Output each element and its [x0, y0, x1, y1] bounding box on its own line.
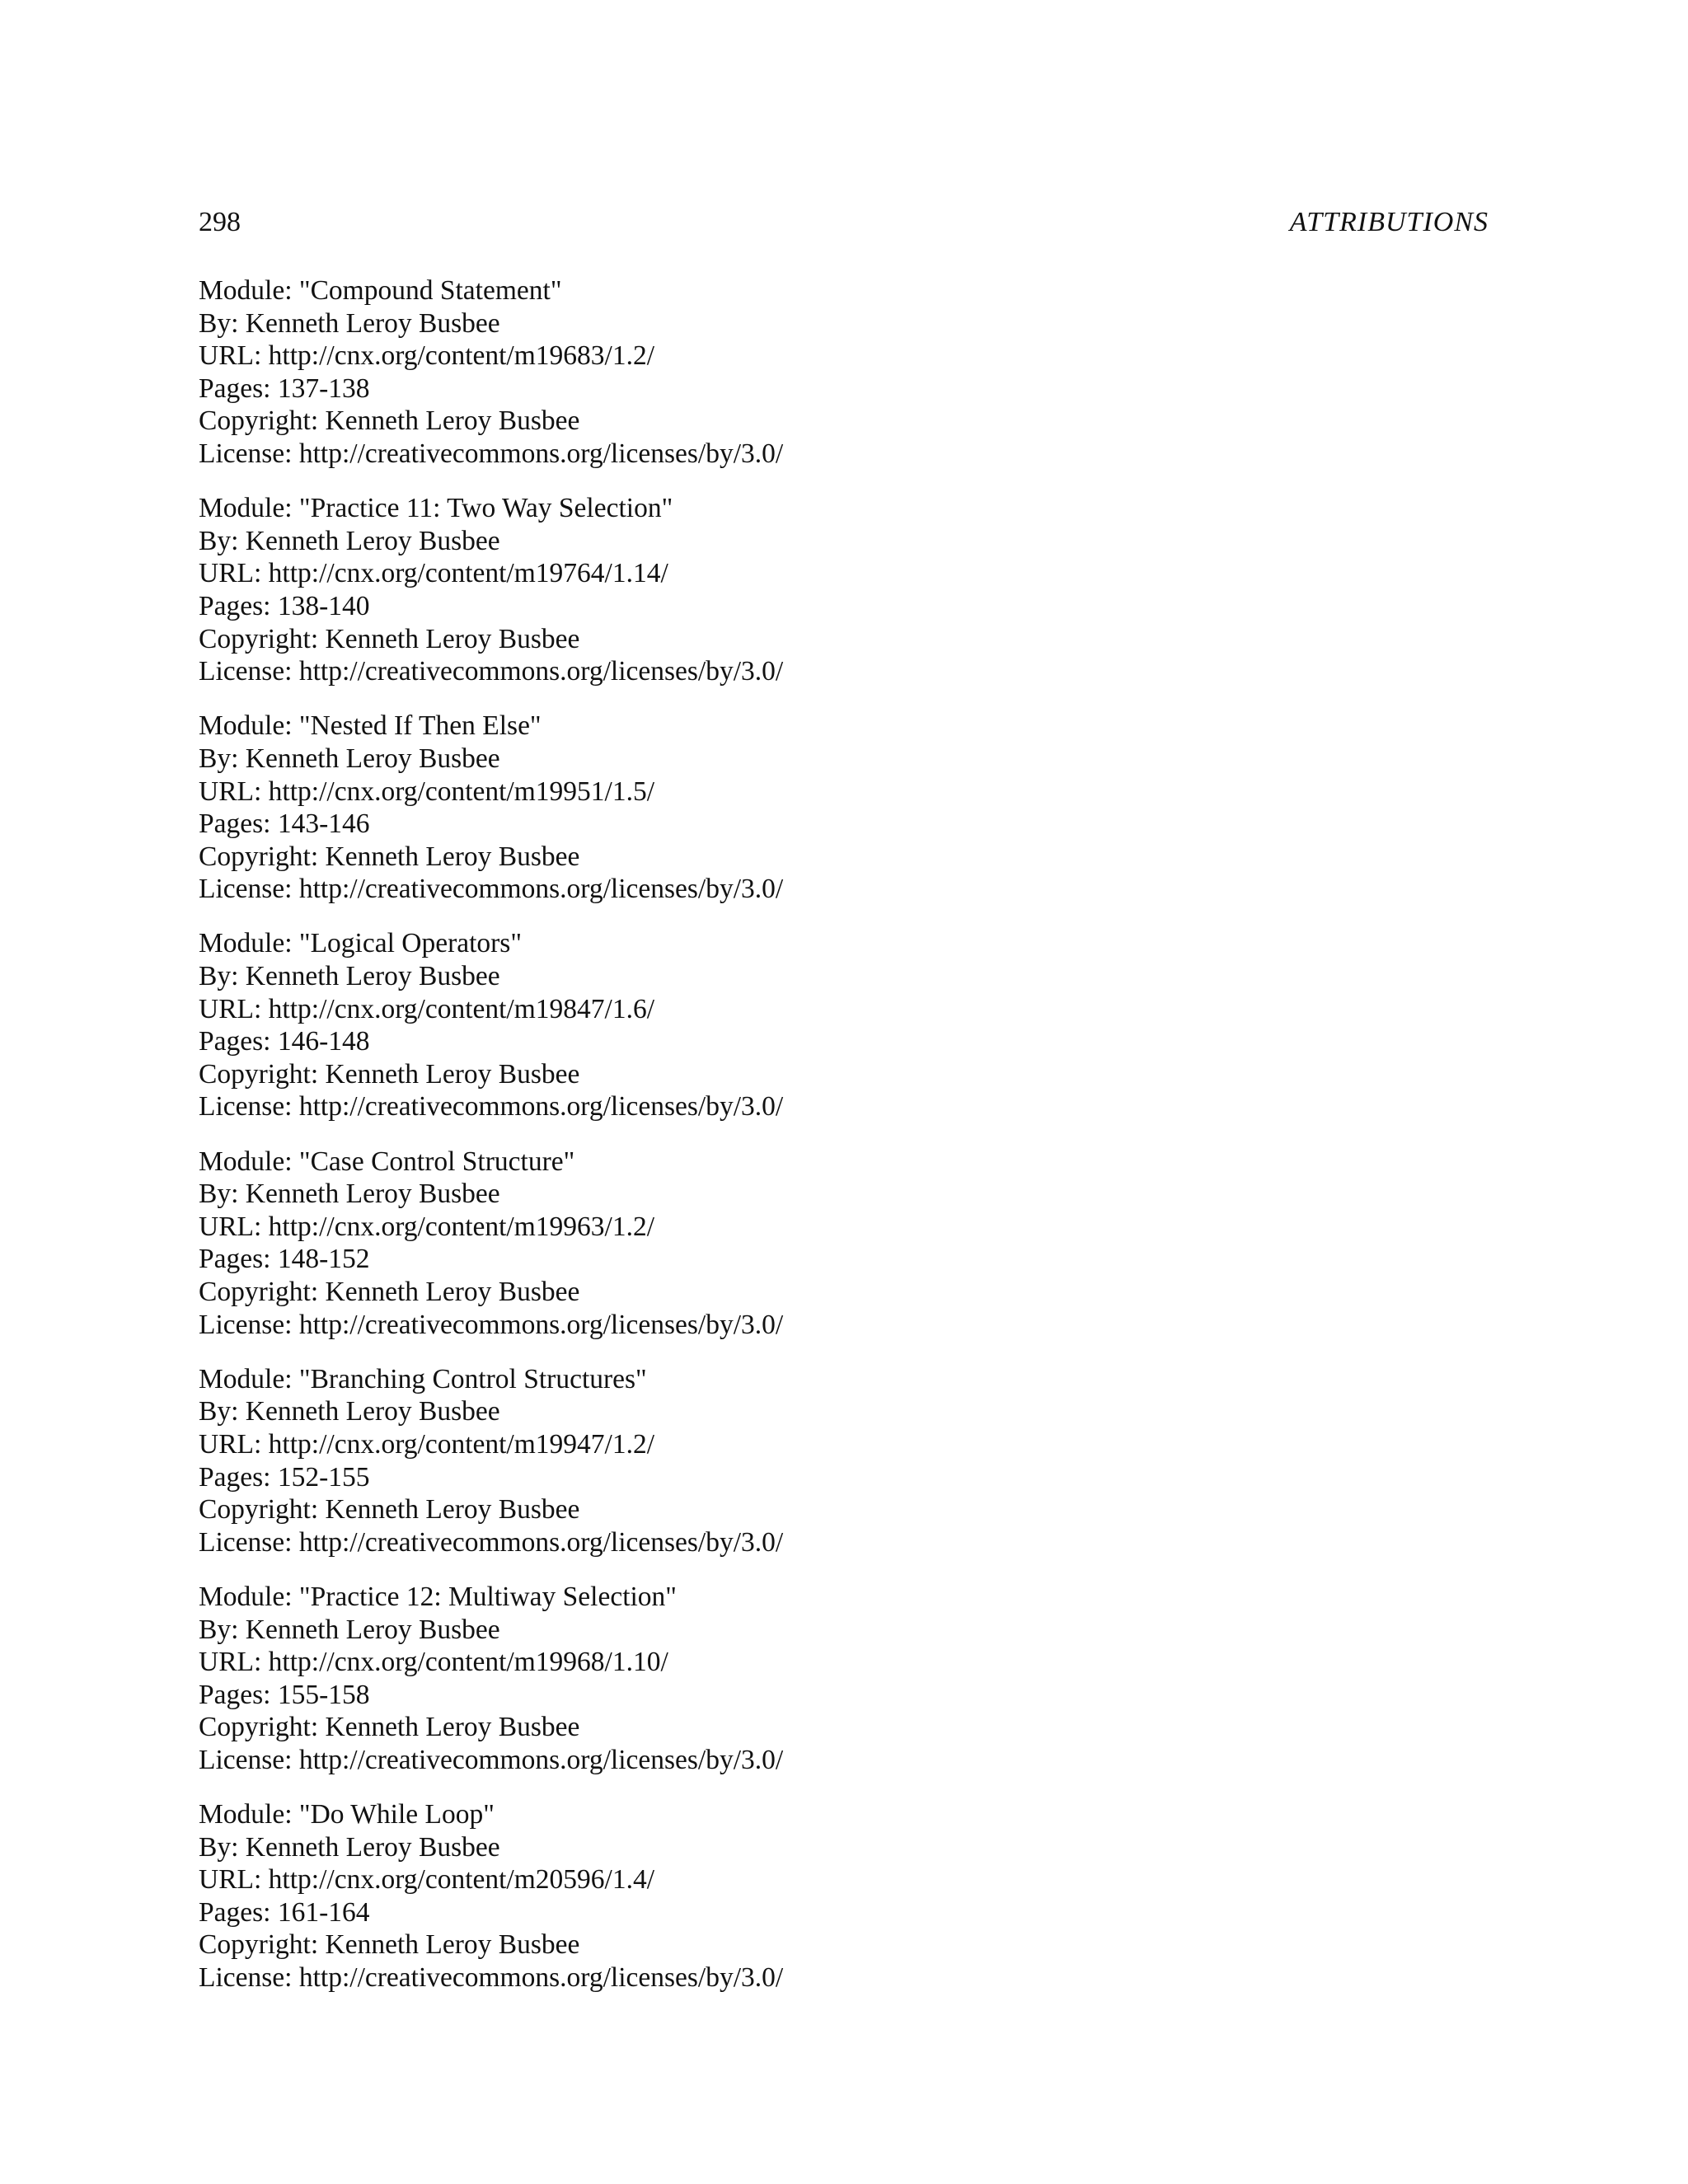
module-url: URL: http://cnx.org/content/m19847/1.6/: [199, 993, 655, 1024]
module-url: URL: http://cnx.org/content/m19968/1.10/: [199, 1647, 668, 1678]
license: License: http://creativecommons.org/licenses/by/3.0/: [199, 874, 784, 905]
module-title: Module: "Practice 12: Multiway Selection": [199, 1581, 677, 1612]
author: By: Kenneth Leroy Busbee: [199, 525, 500, 556]
module-url: URL: http://cnx.org/content/m19947/1.2/: [199, 1428, 655, 1460]
attribution-entry: [199, 1146, 1484, 1342]
author: By: Kenneth Leroy Busbee: [199, 1614, 500, 1645]
pages: Pages: 146-148: [199, 1026, 370, 1057]
attribution-entry: [199, 1798, 1484, 1994]
attribution-entry: [199, 1363, 1484, 1559]
author: By: Kenneth Leroy Busbee: [199, 1179, 500, 1210]
pages: Pages: 143-146: [199, 808, 370, 840]
module-url: URL: http://cnx.org/content/m19963/1.2/: [199, 1211, 655, 1242]
copyright: Copyright: Kenneth Leroy Busbee: [199, 1929, 580, 1961]
attribution-entry: [199, 710, 1484, 906]
attribution-entry: [199, 274, 1484, 471]
pages: Pages: 161-164: [199, 1896, 370, 1928]
module-url: URL: http://cnx.org/content/m19951/1.5/: [199, 776, 655, 807]
author: By: Kenneth Leroy Busbee: [199, 743, 500, 774]
module-title: Module: "Practice 11: Two Way Selection": [199, 493, 673, 524]
module-title: Module: "Compound Statement": [199, 275, 562, 306]
copyright: Copyright: Kenneth Leroy Busbee: [199, 1494, 580, 1526]
attributions-list: [199, 274, 1484, 2016]
copyright: Copyright: Kenneth Leroy Busbee: [199, 1277, 580, 1307]
license: License: http://creativecommons.org/licenses/by/3.0/: [199, 656, 784, 687]
author: By: Kenneth Leroy Busbee: [199, 1396, 500, 1427]
copyright: Copyright: Kenneth Leroy Busbee: [199, 1058, 580, 1090]
page-number: 298: [199, 207, 241, 237]
pages: Pages: 137-138: [199, 373, 370, 404]
pages: Pages: 138-140: [199, 590, 370, 621]
running-head: ATTRIBUTIONS: [1289, 207, 1489, 237]
attribution-entry: [199, 492, 1484, 688]
module-title: Module: "Logical Operators": [199, 928, 523, 959]
license: License: http://creativecommons.org/licenses/by/3.0/: [199, 1526, 784, 1558]
module-url: URL: http://cnx.org/content/m19683/1.2/: [199, 340, 655, 372]
module-title: Module: "Case Control Structure": [199, 1146, 575, 1177]
pages: Pages: 155-158: [199, 1679, 370, 1710]
pages: Pages: 152-155: [199, 1461, 370, 1493]
copyright: Copyright: Kenneth Leroy Busbee: [199, 841, 580, 872]
module-title: Module: "Nested If Then Else": [199, 710, 542, 742]
pages: Pages: 148-152: [199, 1244, 370, 1275]
license: License: http://creativecommons.org/licenses/by/3.0/: [199, 1309, 784, 1340]
copyright: Copyright: Kenneth Leroy Busbee: [199, 1712, 580, 1743]
module-url: URL: http://cnx.org/content/m20596/1.4/: [199, 1864, 655, 1896]
license: License: http://creativecommons.org/licenses/by/3.0/: [199, 1091, 784, 1122]
author: By: Kenneth Leroy Busbee: [199, 1831, 500, 1863]
license: License: http://creativecommons.org/licenses/by/3.0/: [199, 1962, 784, 1994]
attribution-entry: [199, 927, 1484, 1123]
copyright: Copyright: Kenneth Leroy Busbee: [199, 405, 580, 437]
license: License: http://creativecommons.org/licenses/by/3.0/: [199, 1744, 784, 1775]
author: By: Kenneth Leroy Busbee: [199, 307, 500, 339]
module-title: Module: "Branching Control Structures": [199, 1363, 647, 1394]
module-url: URL: http://cnx.org/content/m19764/1.14/: [199, 558, 668, 589]
author: By: Kenneth Leroy Busbee: [199, 961, 500, 992]
license: License: http://creativecommons.org/licenses/by/3.0/: [199, 438, 784, 469]
module-title: Module: "Do While Loop": [199, 1799, 495, 1830]
copyright: Copyright: Kenneth Leroy Busbee: [199, 623, 580, 654]
attribution-entry: [199, 1581, 1484, 1777]
